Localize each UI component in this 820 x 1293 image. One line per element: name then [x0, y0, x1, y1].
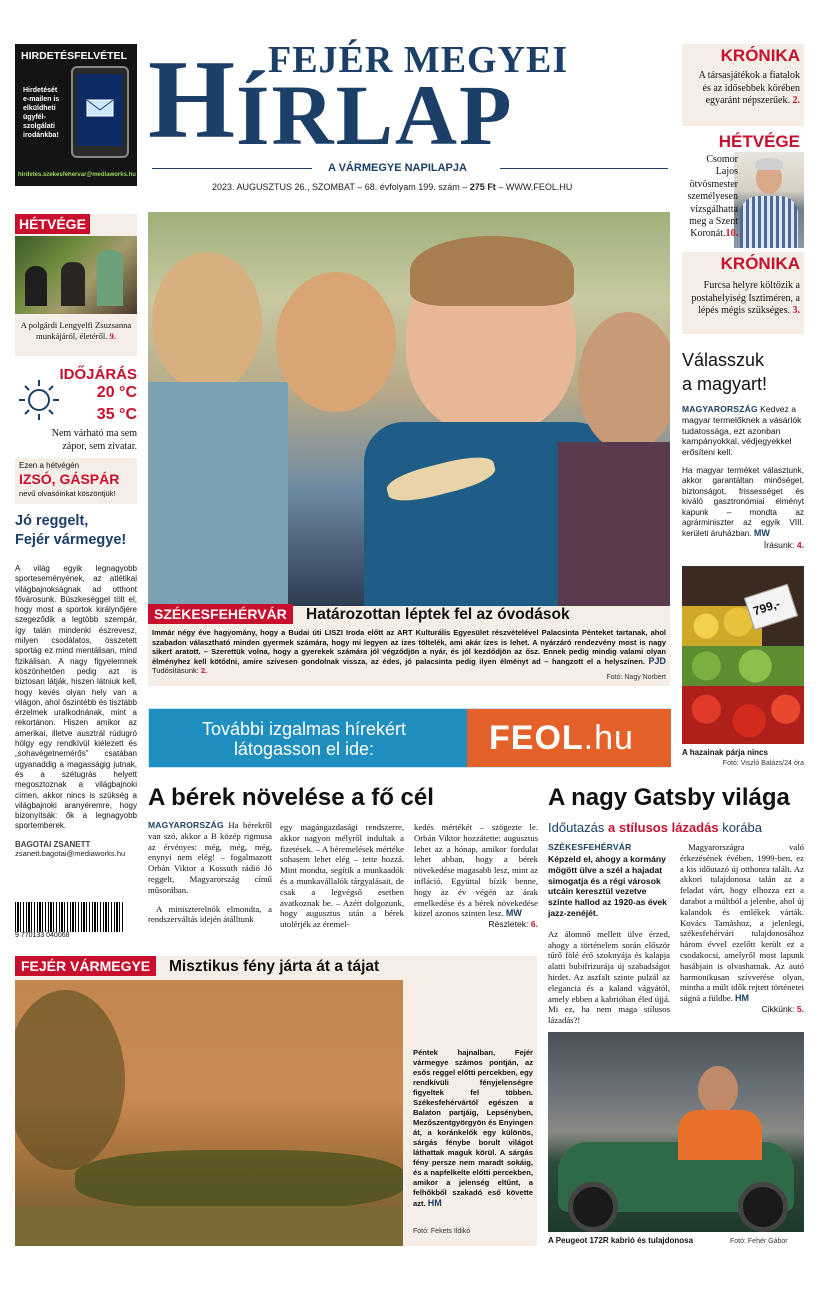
left-weekend-box[interactable]: [15, 214, 137, 356]
wages-col1b: A miniszterelnök elmondta, a rendszerváltás idején átálltunk: [148, 903, 272, 925]
weekend-caption: A polgárdi Lengyelfi Zsuzsanna munkájáról, életéről. 9.: [20, 320, 132, 341]
tree-row: [75, 1150, 403, 1210]
person-1: [25, 266, 47, 306]
lead-place: SZÉKESFEHÉRVÁR: [148, 604, 293, 624]
banner-logo[interactable]: [467, 709, 671, 767]
sun-icon: [17, 378, 61, 422]
weekend-photo: [15, 236, 137, 314]
portrait-photo: [734, 152, 804, 248]
person-2: [61, 262, 85, 306]
child-mid-head: [276, 272, 396, 412]
tomatoes-red: [682, 686, 804, 744]
portrait-shirt: [740, 196, 798, 248]
person-3: [97, 250, 123, 306]
gatsby-kicker: SZÉKESFEHÉRVÁR: [548, 842, 632, 852]
wages-col3: [414, 822, 538, 929]
banner-brand: FEOL.hu: [489, 719, 634, 757]
masthead-rule-l: [152, 168, 312, 169]
misty-photo: [15, 980, 403, 1246]
masthead-main-accessible: [0, 0, 1, 1]
gm-email[interactable]: zsanett.bagotai@mediaworks.hu: [15, 848, 126, 858]
weather-text: Nem várható ma sem zápor, sem zivatar.: [51, 428, 137, 452]
car-caption: A Peugeot 172R kabrió és tulajdonosa: [548, 1236, 694, 1245]
misty-credit: Fotó: Fekets Ildikó: [413, 1228, 471, 1235]
envelope-icon: [85, 96, 115, 120]
child-left-1: [152, 252, 262, 392]
teaser-kronika-1[interactable]: [682, 44, 804, 126]
wages-lead: MAGYARORSZÁG Ha bérekről van szó, akkor a B közép rigmusa az érvényes: még, még, még, enynyi nem elég! – fogalmazott Orbán Viktor a Kossuth rádió Jó reggelt, Magyarország című műsorában.: [148, 820, 272, 895]
rs-lead: MAGYARORSZÁG Kedvez a magyar termelőknek a vásárlók tudatossága, ezt azonban kampányokkal, védjegyekkel erősíteni kell.: [682, 404, 802, 458]
dateline-text: 2023. AUGUSZTUS 26., SZOMBAT – 68. évfolyam 199. szám –: [212, 182, 468, 192]
lead-photo: [148, 212, 670, 608]
ground: [15, 1206, 403, 1246]
dateline: [212, 182, 572, 192]
banner-text: További izgalmas hírekért látogasson el ide:: [201, 719, 407, 759]
wages-col1: [148, 820, 272, 925]
peppers-green: [682, 646, 804, 686]
ad-title: HIRDETÉSFELVÉTEL: [21, 50, 127, 62]
masthead-top: FEJÉR MEGYEI: [268, 39, 569, 81]
misty-section: FEJÉR VÁRMEGYE: [15, 956, 156, 976]
lead-headline: Határozottan léptek fel az óvodások: [306, 606, 570, 623]
ad-text: Hirdetését e-mailen is elküldheti ügyfél- szolgálati irodánkba!: [23, 87, 60, 139]
owner-head: [698, 1066, 738, 1114]
weather-title: IDŐJÁRÁS: [59, 366, 137, 383]
teaser-kronika-2[interactable]: [682, 252, 804, 334]
wages-col2: egy magángazdasági rendszerre, akkor nagyon mélyről indultak a fizetések. – A béremelések mértéke sohasem lehet elég – tette hozzá. Mint mondta, segítik a munkaadók és a munkavállalók tárgyalásait, de csak a legvégső esetben avatkoznak be. – Azért dolgozunk, hogy augusztus után a bérek utolérjék az éremel-: [280, 822, 404, 930]
masthead-rule-r: [500, 168, 668, 169]
site-url[interactable]: – WWW.FEOL.HU: [498, 182, 573, 192]
masthead-big-h: H: [148, 38, 237, 162]
wages-col3-text: kedés mértékét – szögezte le. Orbán Viktor hozzátette: augusztus lehet az a hónap, amikor fordulat lehet abban, hogy a bérek növekedése magasabb lesz, mint az infláció. Együttal bízik benne, hogy az év végén az árak emelkedése és a bérek növekedése közel azonos szinten lesz. MW: [414, 822, 538, 919]
temp-high: 35 °C: [96, 406, 137, 423]
rs-ref: Írásunk: 4.: [763, 539, 804, 550]
barcode-number: 9 770133 040068: [15, 932, 70, 939]
tree-left: [15, 990, 125, 1170]
car-wheel-1: [568, 1182, 618, 1232]
gm-author: BAGOTAI ZSANETT: [15, 839, 91, 849]
vegetables-photo: [682, 566, 804, 744]
teaser-section: KRÓNIKA: [720, 46, 800, 65]
gatsby-col1-body: Az álomnő mellett ülve érzed, ahogy a történelem során először tűrő fölé érő szoknyája és kalapja alatti bubifrizurája új szabadságot hirdet. Az aszfalt szinte pulzál az elegancia és a kaland vágyától, amely ebben a kabrióban éled újjá. Mi ez, ha nem maga stílusos lázadás?!: [548, 928, 670, 1026]
lead-credit: Fotó: Nagy Norbert: [606, 674, 666, 681]
child-left-shirt: [148, 382, 288, 608]
masthead: [148, 40, 676, 198]
gatsby-col2: [680, 842, 804, 1014]
gm-title: Jó reggelt, Fejér vármegye!: [15, 513, 127, 548]
teaser-hetvege[interactable]: [682, 130, 804, 248]
gatsby-col1: [548, 842, 670, 1026]
gatsby-headline[interactable]: A nagy Gatsby világa: [548, 784, 790, 811]
car-photo: [548, 1032, 804, 1232]
teaser-text: Furcsa helyre költözik a postahelyiség Isztiméren, a lépés mégis szükséges. 3.: [691, 280, 800, 316]
ad-screen: [77, 74, 123, 146]
misty-box[interactable]: [15, 956, 537, 1246]
weather-box: [15, 362, 137, 456]
teaser-text: A társasjátékok a fiatalok és az idősebbek körében egyaránt népszerűek. 2.: [698, 70, 800, 106]
price: 275 Ft: [469, 182, 496, 192]
veg-caption: A hazainak párja nincs: [682, 748, 768, 757]
temp-low: 20 °C: [96, 384, 137, 401]
gatsby-sub: Időutazás a stílusos lázadás korába: [548, 820, 762, 835]
lead-body: Immár négy éve hagyomány, hogy a Budai úti LISZI Iroda előtt az ART Kulturális Egyesület részvételével Palacsinta Pénteket tartanak, ahol szabadon választható minden gyermek számára, hogy mi legyen az ízes töltelék, ami akár ízes is lehet. A nyárzáró rendezvény most is nagy sikert aratott. – Szerettük volna, hogy a gyerekek számára jól végződjön a nyár, és jól kezdődjön az ősz. Ennek pedig mindig valami olyan élményhez kell kötődni, amire szívesen gondolnak vissza, az édes, jó palacsinta pedig ilyen élményt ad – hangzott el a helyszínen. PJD Tudósításunk: 2.: [152, 628, 666, 676]
owner-shirt: [678, 1110, 762, 1160]
ad-tablet: [71, 66, 129, 158]
rs-body: Ha magyar terméket választunk, akkor garantáltan minőséget, biztonságot, frissességet és kiváló gasztronómiai élményt kapunk – mondta az agrárminiszter az egyik VIII. kerületi áruházban. MW: [682, 465, 804, 539]
teaser-section: KRÓNIKA: [720, 254, 800, 273]
ad-email[interactable]: hirdetes.szekesfehervar@mediaworks.hu: [18, 172, 136, 178]
teaser-section: HÉTVÉGE: [718, 132, 800, 151]
child-center-hair: [410, 236, 574, 306]
rs-headline: Válasszuk a magyart!: [682, 350, 768, 394]
misty-headline: Misztikus fény járta át a tájat: [169, 958, 380, 975]
right-story[interactable]: [682, 348, 804, 550]
wages-ref: Részletek: 6.: [488, 919, 538, 930]
lead-text-box[interactable]: [148, 606, 670, 686]
gatsby-lead: Képzeld el, ahogy a kormány mögött ülve a szél a hajadat simogatja és a régi városok utcáin keresztül vezetve szinte hallod az 1920-as évek jazz-zenéjét.: [548, 854, 667, 918]
nameday-intro: Ezen a hétvégén: [19, 461, 80, 470]
good-morning: [15, 512, 137, 858]
wages-headline[interactable]: A bérek növelése a fő cél: [148, 784, 434, 811]
masthead-tagline: A VÁRMEGYE NAPILAPJA: [328, 162, 467, 174]
ad-box[interactable]: [15, 44, 137, 186]
gatsby-ref: Cikkünk: 5.: [761, 1003, 804, 1014]
feol-banner[interactable]: [148, 708, 670, 768]
veg-credit: Fotó: Viszló Balázs/24 óra: [722, 760, 804, 767]
car-wheel-2: [738, 1182, 788, 1232]
barcode-bars: [15, 902, 123, 932]
teaser-text: Csomor Lajos ötvösmester személyesen vizsgálhatta meg a Szent Koronát.10.: [687, 154, 738, 240]
misty-body: Péntek hajnalban, Fejér vármegye számos pontján, az esős reggel előtti percekben, egy rendkívüli fényjelenségre figyeltek fel többen. Székesfehérvártól egészen a Balaton partjáig, Lepsényben, Mezőszentgyörgyön és Enyingen át, a koránkelők egy különös, sárgás fénybe borult világot láthattak maguk körül. A sárgás fény persze nem maradt sokáig, és a napfelkelte előtti percekben, amikor a jelenség eltűnt, a felhőkből szakadó eső követte azt. HM: [413, 1048, 533, 1208]
barcode: [15, 902, 137, 942]
portrait-hair: [755, 158, 783, 170]
masthead-main: ÍRLAP: [236, 67, 514, 163]
nameday-outro: nevű olvasóinkat köszöntjük!: [19, 489, 116, 498]
car-credit: Fotó: Fehér Gábor: [730, 1238, 788, 1245]
gatsby-col2-body: Magyarországra való érkezésének évében, 1999-ben, ez a kis időutazó új otthonra talált. Az akkori tulajdonosa talán az a feladat várt, hogy elhozza ezt a darabot a múltból a jelenbe, ahol új kalandok és emlékek várták. Kovács Tamáshoz, a jelenlegi, székesfehérvári tulajdonosához három évvel ezelőtt került ez a csodakocsi, amelyről most lapunk hasábjain is olvashatnak. Az autó harmonikusan szívverése olyan, mintha a múlt idők rejtett történetei súgná a füldbe. HM: [680, 842, 804, 1004]
price-tag: [744, 584, 798, 631]
gm-body: A világ egyik legnagyobb sporteseményének, az atlétikai világbajnokságnak ad otthont fővárosunk. Büszkeséggel tölt el, hogy most a sportok királynőjére szegeződik a legtöbb szempár, így talán mindenki észrevesz, milyen csodálatos, összetett sportág ez mind mentálisan, mind fizikálisan. A nagy figyelemnek köszönhetően pedig azt is biztosan látják, hiszen látniuk kell, hogy kevés olyan hely van a világon, ahol őszintébb és tisztább érzelmek uralkodnának, mint a rekortánon. Hiszen amikor az amerikai, illetve ausztrál rúdugró hölgy egy rendkívül kiélezett és „sohavégetnemérős” csatában ugyanaddig a magasságig jutnak, és a szétugrás helyett megosztoznak a világbajnoki címen, akkor nincs is szükség a világbajnoki aranyéremre, hogy bizonyítsák: ők a legnagyobb sportemberek.: [15, 564, 137, 831]
price-tag-text: 799,-: [751, 596, 782, 619]
nameday-names: IZSÓ, GÁSPÁR: [19, 471, 120, 487]
nameday-box: [15, 458, 137, 504]
child-right-head: [578, 312, 670, 452]
child-right-shirt: [558, 442, 670, 608]
weekend-label: HÉTVÉGE: [15, 214, 90, 234]
